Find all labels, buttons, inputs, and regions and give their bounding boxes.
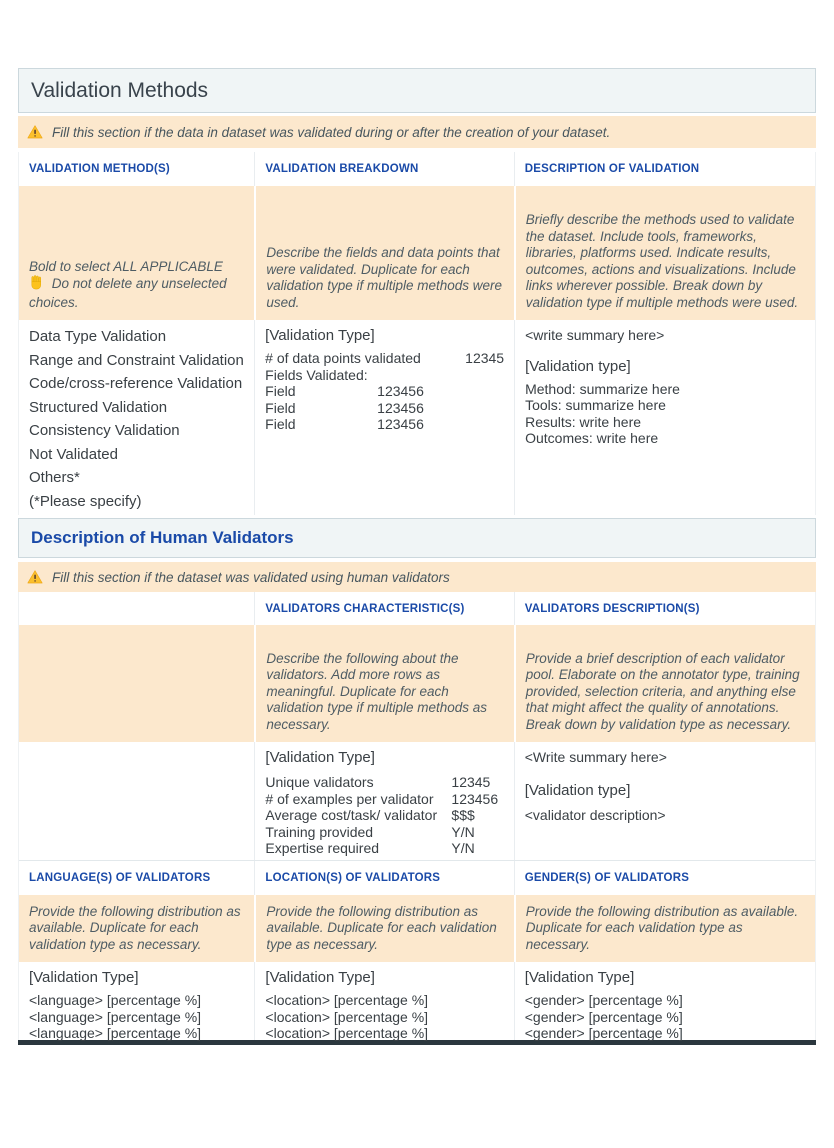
instruction-text: Provide the following distribution as available. Duplicate for each validation type as necessary. bbox=[266, 903, 497, 952]
instructions-row bbox=[19, 895, 815, 962]
kv-label: Average cost/task/ validator bbox=[265, 807, 438, 823]
instruction-text: Provide a brief description of each validator pool. Elaborate on the annotator type, training provided, selection criteria, and anything else that might affect the quality of annotations. Break down by validation type as necessary. bbox=[525, 650, 800, 732]
kv-value: 12345 bbox=[451, 774, 491, 790]
description-line: Results: write here bbox=[525, 413, 642, 430]
data-row bbox=[19, 962, 815, 1040]
column-header-languages-of-validators: LANGUAGE(S) OF VALIDATORS bbox=[29, 872, 211, 884]
raised-hand-icon bbox=[29, 275, 44, 294]
list-item: Data Type Validation bbox=[29, 328, 167, 345]
kv-label: # of data points validated bbox=[265, 350, 421, 366]
document-body bbox=[18, 68, 816, 1045]
kv-label: Field bbox=[265, 383, 296, 399]
kv-label: Field bbox=[265, 416, 296, 432]
instruction-cell-descriptions bbox=[514, 625, 815, 742]
fields-validated-title: Fields Validated: bbox=[265, 366, 368, 383]
instruction-text: Describe the following about the validators. Add more rows as meaningful. Duplicate for each validation type if multiple methods as necessary. bbox=[266, 650, 488, 732]
distribution-line: <location> [percentage %] bbox=[265, 1008, 429, 1025]
validation-type-label: [Validation Type] bbox=[265, 749, 375, 766]
instruction-cell-empty bbox=[19, 625, 254, 742]
column-header-empty bbox=[19, 592, 254, 625]
kv-value: 123456 bbox=[377, 399, 424, 416]
validation-type-label: [Validation type] bbox=[525, 357, 631, 375]
column-header-genders-of-validators: GENDER(S) OF VALIDATORS bbox=[514, 861, 815, 895]
data-row bbox=[19, 320, 815, 515]
kv-label: Training provided bbox=[265, 823, 374, 840]
validation-type-label: [Validation Type] bbox=[265, 969, 375, 986]
distribution-line: <language> [percentage %] bbox=[29, 1025, 202, 1041]
section-title-bar bbox=[18, 518, 816, 558]
kv-row bbox=[265, 824, 503, 841]
kv-row bbox=[265, 383, 504, 400]
instruction-text: Briefly describe the methods used to validate the dataset. Include tools, frameworks, libraries, platforms used. Indicate results, outcomes, actions and visualizations. Include links wherever possible. Break down by validation type if multiple methods were used. bbox=[525, 212, 799, 310]
list-item: Others* bbox=[29, 469, 80, 486]
kv-row bbox=[265, 350, 504, 367]
list-item: Consistency Validation bbox=[29, 422, 180, 439]
kv-value: 123456 bbox=[377, 383, 424, 399]
instruction-cell-genders bbox=[514, 895, 815, 962]
instruction-text: Provide the following distribution as available. Duplicate for each validation type as necessary. bbox=[525, 903, 799, 952]
kv-value: Y/N bbox=[451, 823, 475, 840]
instruction-cell-locations bbox=[254, 895, 513, 962]
kv-value: Y/N bbox=[451, 840, 475, 856]
locations-distribution-cell bbox=[254, 962, 513, 1040]
distribution-line: <language> [percentage %] bbox=[29, 1008, 202, 1025]
validation-type-label: [Validation type] bbox=[524, 781, 631, 799]
warning-text: Fill this section if the data in dataset was validated during or after the creation of your dataset. bbox=[52, 124, 611, 140]
kv-row bbox=[265, 416, 504, 433]
human-validators-table bbox=[18, 592, 816, 1040]
list-item: Code/cross-reference Validation bbox=[29, 375, 243, 392]
validation-methods-table bbox=[18, 152, 816, 515]
validation-type-label: [Validation Type] bbox=[29, 969, 139, 986]
instructions-row bbox=[19, 625, 815, 742]
kv-label: # of examples per validator bbox=[265, 790, 434, 807]
instruction-cell-characteristics bbox=[254, 625, 513, 742]
column-header-validators-characteristics: VALIDATORS CHARACTERISTIC(S) bbox=[254, 592, 513, 625]
list-item: Not Validated bbox=[29, 445, 118, 463]
instruction-cell-description bbox=[514, 186, 815, 320]
instruction-text: Provide the following distribution as available. Duplicate for each validation type as necessary. bbox=[29, 903, 241, 952]
kv-row bbox=[265, 791, 503, 808]
column-header-description-of-validation: DESCRIPTION OF VALIDATION bbox=[514, 152, 815, 186]
kv-row bbox=[265, 400, 504, 417]
column-header-validators-descriptions: VALIDATORS DESCRIPTION(S) bbox=[514, 592, 815, 625]
instruction-text: Describe the fields and data points that were validated. Duplicate for each validation type if multiple methods were used. bbox=[266, 245, 503, 310]
validation-description-cell bbox=[514, 320, 815, 515]
kv-value: 123456 bbox=[377, 416, 424, 432]
description-line: <validator description> bbox=[524, 806, 666, 823]
warning-icon bbox=[27, 569, 43, 585]
column-header-validation-methods: VALIDATION METHOD(S) bbox=[29, 163, 170, 175]
empty-cell bbox=[19, 742, 254, 860]
warning-banner-1 bbox=[18, 116, 816, 148]
column-header-locations-of-validators: LOCATION(S) OF VALIDATORS bbox=[254, 861, 513, 895]
section-title: Description of Human Validators bbox=[31, 528, 294, 547]
instruction-text: Do not delete any unselected choices. bbox=[29, 276, 227, 310]
kv-value: 12345 bbox=[465, 350, 505, 366]
list-item: Range and Constraint Validation bbox=[29, 351, 244, 369]
kv-label: Field bbox=[265, 399, 296, 416]
validators-characteristics-cell bbox=[254, 742, 513, 860]
table-header-row bbox=[19, 592, 815, 625]
description-line: Tools: summarize here bbox=[525, 397, 666, 413]
kv-row bbox=[265, 774, 503, 791]
validation-breakdown-cell bbox=[254, 320, 514, 515]
description-line: Method: summarize here bbox=[525, 380, 680, 397]
list-item: (*Please specify) bbox=[29, 492, 142, 510]
distribution-line: <gender> [percentage %] bbox=[524, 992, 683, 1008]
languages-distribution-cell bbox=[19, 962, 254, 1040]
distribution-line: <language> [percentage %] bbox=[29, 992, 202, 1008]
instruction-cell-breakdown bbox=[254, 186, 513, 320]
description-line: Outcomes: write here bbox=[525, 430, 659, 446]
data-row bbox=[19, 742, 815, 860]
warning-icon bbox=[27, 124, 43, 140]
kv-value: 123456 bbox=[451, 790, 499, 807]
instructions-row bbox=[19, 186, 815, 320]
table-header-row bbox=[19, 152, 815, 186]
kv-row bbox=[265, 840, 503, 857]
summary-placeholder: <write summary here> bbox=[525, 327, 665, 343]
table-header-row bbox=[19, 860, 815, 895]
warning-text: Fill this section if the dataset was validated using human validators bbox=[52, 569, 450, 585]
kv-label: Expertise required bbox=[265, 840, 380, 856]
kv-row bbox=[265, 807, 503, 824]
validators-description-cell bbox=[514, 742, 815, 860]
list-item: Structured Validation bbox=[29, 398, 168, 416]
instruction-text: Bold to select ALL APPLICABLE bbox=[29, 259, 223, 274]
distribution-line: <gender> [percentage %] bbox=[524, 1008, 683, 1025]
instruction-cell-languages bbox=[19, 895, 254, 962]
page-title: Validation Methods bbox=[31, 78, 209, 102]
section-title-bar bbox=[18, 68, 816, 113]
validation-type-label: [Validation Type] bbox=[265, 327, 375, 344]
validation-type-label: [Validation Type] bbox=[524, 969, 635, 986]
column-header-validation-breakdown: VALIDATION BREAKDOWN bbox=[254, 152, 513, 186]
instruction-cell-methods bbox=[19, 186, 254, 320]
validation-methods-list bbox=[19, 320, 254, 515]
distribution-line: <location> [percentage %] bbox=[265, 992, 429, 1008]
distribution-line: <location> [percentage %] bbox=[265, 1025, 429, 1041]
kv-label: Unique validators bbox=[265, 774, 374, 790]
distribution-line: <gender> [percentage %] bbox=[524, 1025, 683, 1041]
kv-value: $$$ bbox=[451, 807, 475, 823]
warning-banner-2 bbox=[18, 562, 816, 592]
genders-distribution-cell bbox=[514, 962, 815, 1040]
summary-placeholder: <Write summary here> bbox=[524, 749, 667, 765]
